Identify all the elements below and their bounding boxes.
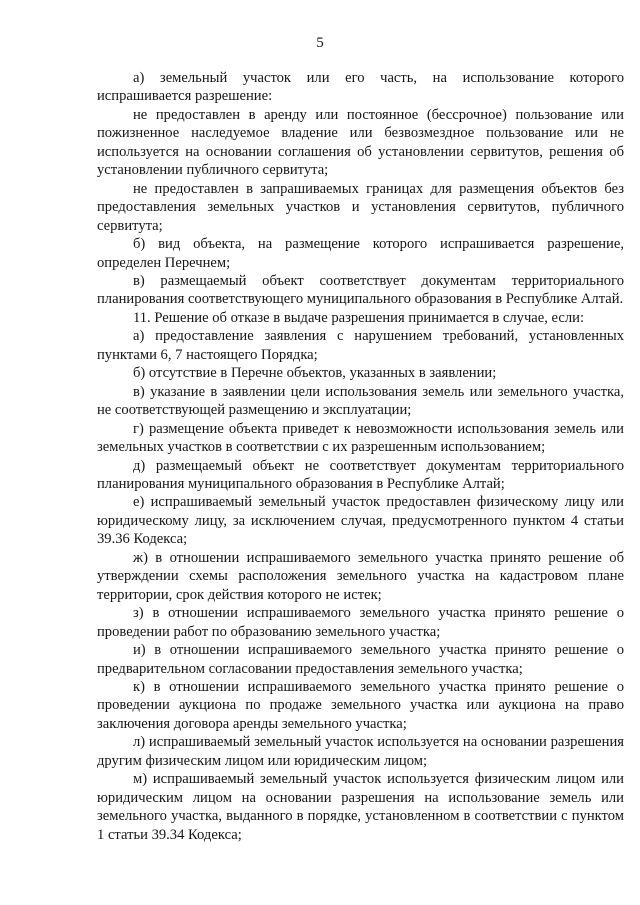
paragraph-a-land-plot: а) земельный участок или его часть, на использование которого испрашивается разрешение: — [97, 70, 624, 105]
list-item-d: д) размещаемый объект не соответствует документам территориального планирования муниципального образования в Республике Алтай; — [97, 457, 624, 492]
list-item-g: г) размещение объекта приведет к невозможности использования земель или земельных участков в соответствии с их разрешенным использованием; — [97, 420, 624, 456]
list-item-k: к) в отношении испрашиваемого земельного участка принято решение о проведении аукциона по продаже земельного участка или аукциона на право заключения договора аренды земельного участка; — [97, 678, 624, 732]
page-number: 5 — [316, 35, 324, 51]
paragraph-not-provided-boundaries: не предоставлен в запрашиваемых границах для размещения объектов без предоставления земельных участков и установления сервитутов, публичного сервитута; — [97, 180, 624, 234]
list-item-e: е) испрашиваемый земельный участок предоставлен физическому лицу или юридическому лицу, за исключением случая, предусмотренного пунктом 4 статьи 39.36 Кодекса; — [97, 494, 624, 548]
paragraph-11-refusal: 11. Решение об отказе в выдаче разрешения принимается в случае, если: — [133, 309, 585, 326]
list-item-m: м) испрашиваемый земельный участок используется физическим лицом или юридическим лицом на основании разрешения на использование земель или земельного участка, выданного в порядке, установленном в соответствии с пунктом 1 статьи 39.34 Кодекса; — [97, 771, 624, 843]
list-item-b: б) отсутствие в Перечне объектов, указанных в заявлении; — [133, 365, 497, 382]
list-item-z: з) в отношении испрашиваемого земельного участка принято решение о проведении работ по образованию земельного участка; — [97, 605, 624, 640]
paragraph-v-planning-docs: в) размещаемый объект соответствует документам территориального планирования соответствующего муниципального образования в Республике Алтай. — [97, 272, 624, 308]
paragraph-b-object-type: б) вид объекта, на размещение которого испрашивается разрешение, определен Перечнем; — [97, 236, 624, 271]
list-item-a: а) предоставление заявления с нарушением требований, установленных пунктами 6, 7 настоящего Порядка; — [97, 328, 624, 363]
list-item-zh: ж) в отношении испрашиваемого земельного участка принято решение об утверждении схемы расположения земельного участка на кадастровом плане территории, срок действия которого не истек; — [97, 549, 624, 603]
document-body — [97, 69, 624, 844]
list-item-v: в) указание в заявлении цели использования земель или земельного участка, не соответствующей размещению и эксплуатации; — [97, 383, 624, 419]
paragraph-not-leased: не предоставлен в аренду или постоянное (бессрочное) пользование или пожизненное наследуемое владение или безвозмездное пользование или не используется на основании соглашения об установлении сервитутов, решения об установлении публичного сервитута; — [97, 106, 624, 179]
list-item-i: и) в отношении испрашиваемого земельного участка принято решение о предварительном согласовании предоставления земельного участка; — [97, 642, 624, 677]
list-item-l: л) испрашиваемый земельный участок используется на основании разрешения другим физическим лицом или юридическим лицом; — [97, 734, 624, 769]
